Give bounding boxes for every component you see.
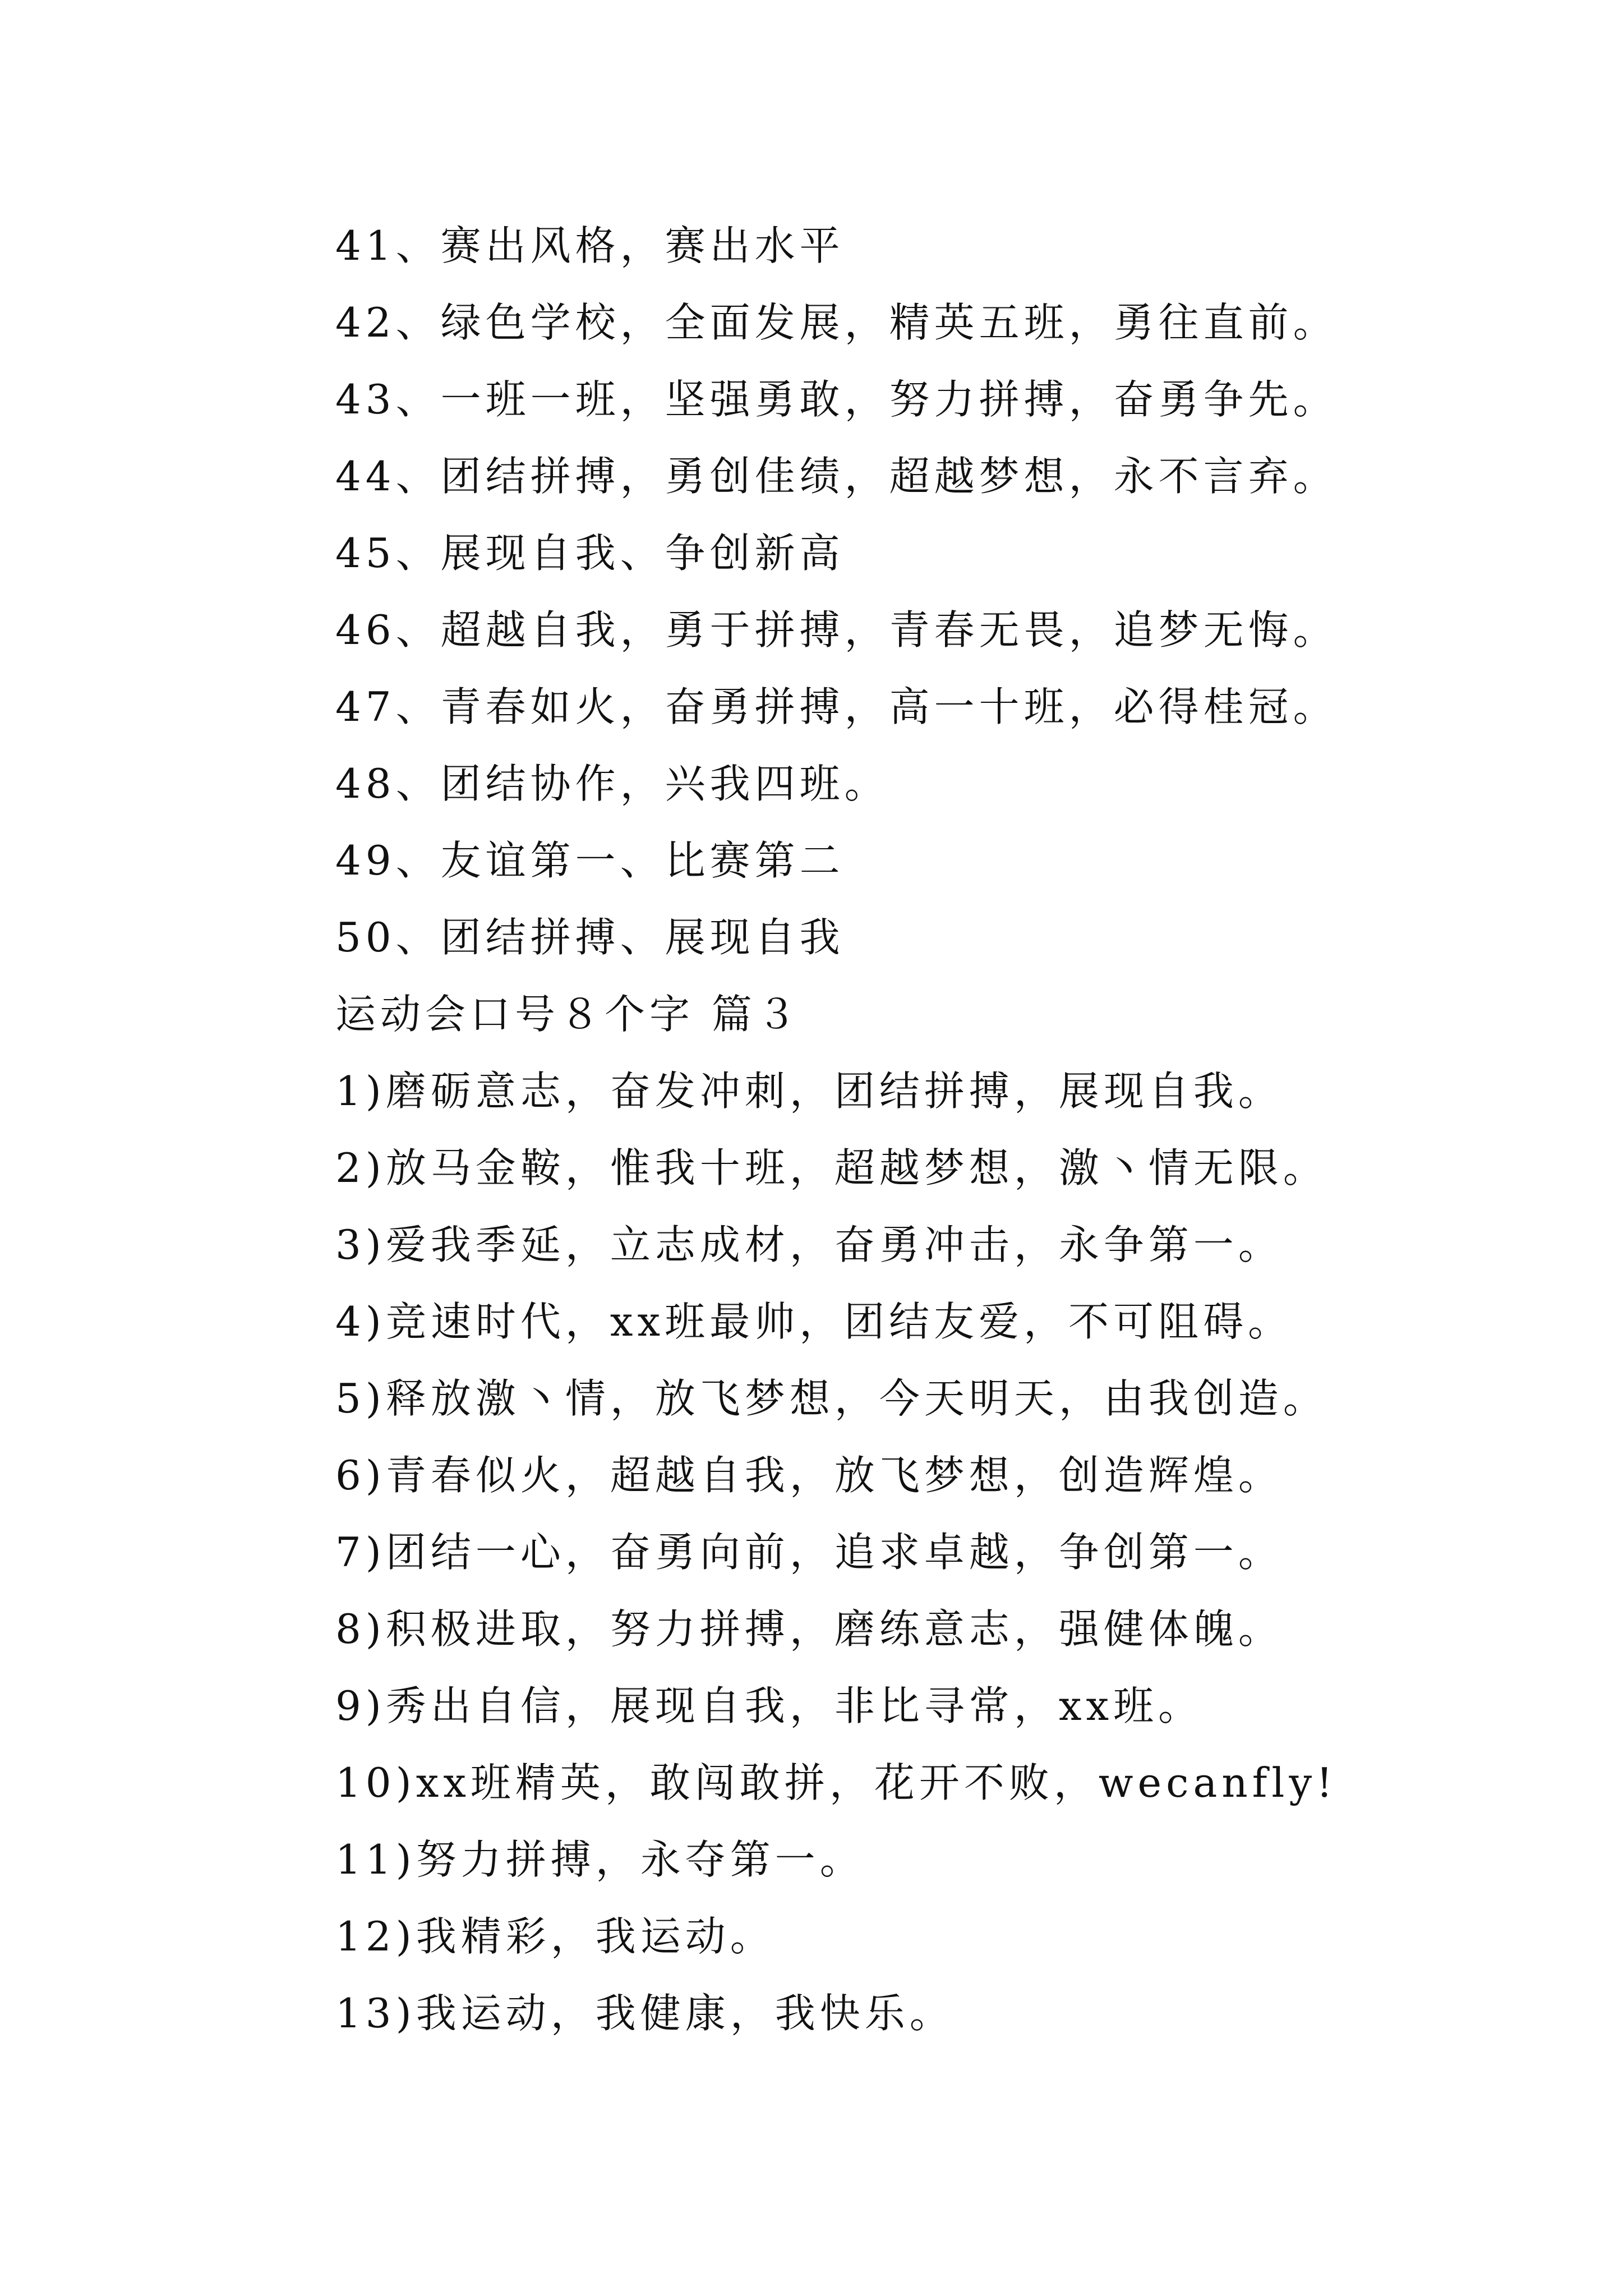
slogan-line: 47、青春如火，奋勇拼搏，高一十班，必得桂冠。 [335,683,1338,730]
slogan-line: 10)xx班精英，敢闯敢拼，花开不败，wecanfly! [335,1759,1338,1806]
slogan-line: 45、展现自我、争创新高 [335,530,845,577]
slogan-line: 4)竞速时代，xx班最帅，团结友爱，不可阻碍。 [335,1298,1293,1345]
slogan-line: 48、团结协作，兴我四班。 [335,760,889,807]
slogan-line: 5)释放激丶情，放飞梦想，今天明天，由我创造。 [335,1375,1328,1422]
slogan-line: 49、友谊第一、比赛第二 [335,837,845,884]
section-heading: 运动会口号８个字 篇３ [335,991,801,1038]
slogan-line: 13)我运动，我健康，我快乐。 [335,1990,955,2037]
slogan-line: 9)秀出自信，展现自我，非比寻常，xx班。 [335,1682,1204,1729]
slogan-line: 50、团结拼搏、展现自我 [335,914,845,961]
slogan-line: 43、一班一班，坚强勇敢，努力拼搏，奋勇争先。 [335,376,1338,423]
slogan-line: 7)团结一心，奋勇向前，追求卓越，争创第一。 [335,1529,1283,1576]
slogan-line: 46、超越自我，勇于拼搏，青春无畏，追梦无悔。 [335,606,1338,654]
slogan-line: 6)青春似火，超越自我，放飞梦想，创造辉煌。 [335,1452,1283,1499]
document-body [335,208,1513,2052]
slogan-line: 2)放马金鞍，惟我十班，超越梦想，激丶情无限。 [335,1144,1328,1191]
slogan-line: 12)我精彩，我运动。 [335,1913,775,1960]
slogan-line: 8)积极进取，努力拼搏，磨练意志，强健体魄。 [335,1605,1283,1653]
slogan-line: 41、赛出风格，赛出水平 [335,222,845,269]
slogan-line: 3)爱我季延，立志成材，奋勇冲击，永争第一。 [335,1221,1283,1268]
slogan-line: 44、团结拼搏，勇创佳绩，超越梦想，永不言弃。 [335,453,1338,500]
slogan-line: 42、绿色学校，全面发展，精英五班，勇往直前。 [335,299,1338,346]
slogan-line: 11)努力拼搏，永夺第一。 [335,1836,865,1883]
slogan-line: 1)磨砺意志，奋发冲刺，团结拼搏，展现自我。 [335,1068,1283,1115]
